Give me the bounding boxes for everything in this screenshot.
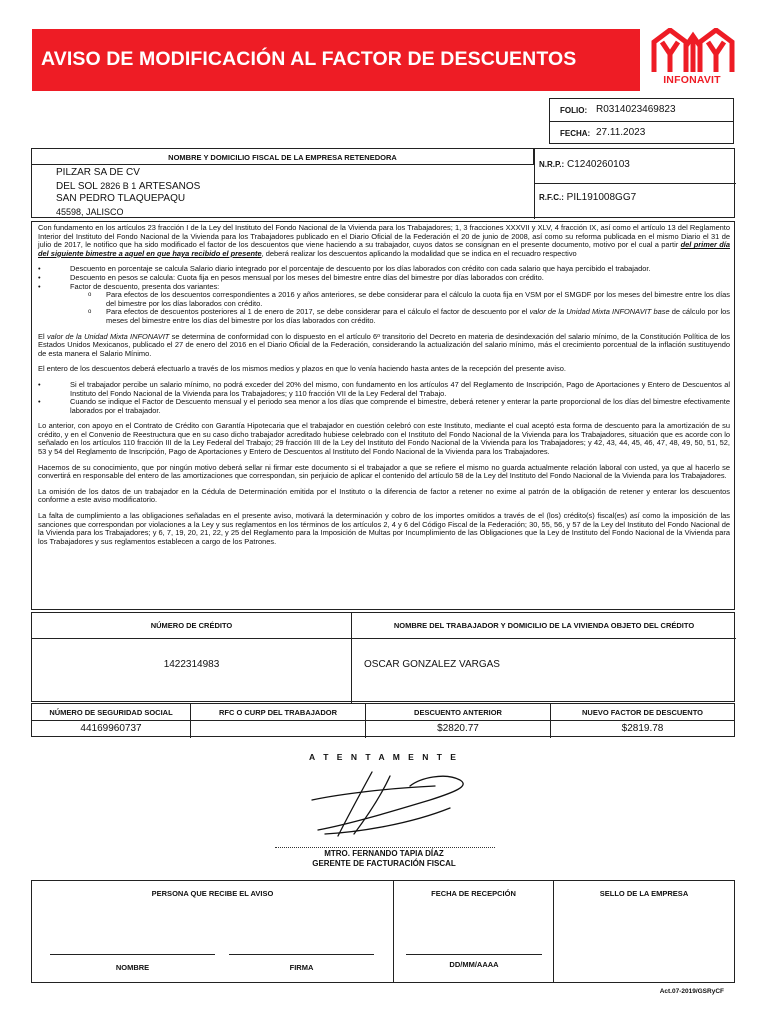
list-item: • Factor de descuento, presenta dos variantes: xyxy=(38,283,730,292)
folio-value: R0314023469823 xyxy=(596,104,676,115)
p2-part-c: se determina de conformidad con lo dispuesto en el artículo 6º transitorio del Decreto en materia de desindexación del salario mínimo, de la Constitución Política de los Estados Unidos Mexicanos, publicado el 27 de enero del 2016 en el Diario Oficial de la Federación, considerando la actualización del salario mínimo, más el crecimiento porcentual de la inflación sustituyendo de esta manera el Salario Mínimo. xyxy=(38,331,731,358)
company-seal-header: SELLO DE LA EMPRESA xyxy=(599,889,689,898)
paragraph-6: La omisión de los datos de un trabajador en la Cédula de Determinación emitida por el Instituto o la diferencia de factor a retener no exime al patrón de la obligación de retener y enterar los descuentos conforme a este aviso modificatorio. xyxy=(38,486,730,505)
worker-name-value: OSCAR GONZALEZ VARGAS xyxy=(364,659,500,670)
previous-discount-value: $2820.77 xyxy=(437,723,479,734)
firma-label: FIRMA xyxy=(289,963,314,972)
receipt-box xyxy=(31,880,735,983)
zip-code: 45598, xyxy=(56,206,87,217)
fecha-label: FECHA: xyxy=(560,129,591,138)
recipient-column xyxy=(32,881,394,982)
paragraph-7: La falta de cumplimiento a las obligaciones señaladas en el presente aviso, motivará la determinación y cobro de los importes omitidos a través de el (los) crédito(s) fiscal(es) así como la imposición de las sanciones que correspondan por violaciones a la Ley y sus reglamentos en los términos de los artículos 2, 4 y 6 del Código Fiscal de la Federación; 30, 55, 56, y 57 de la Ley del Instituto del Fondo Nacional de la Vivienda para los Trabajadores; y 6, 7, 19, 20, 21, 22, y 25 del Reglamento para la Imposición de Multas por Incumplimiento de las Obligaciones que la Ley de Instituto del Fondo Nacional de la Vivienda para los Trabajadores y sus reglamentos establecen a cargo de los Patrones. xyxy=(38,511,730,546)
recipient-header: PERSONA QUE RECIBE EL AVISO xyxy=(151,889,274,898)
state-name: JALISCO xyxy=(86,206,124,217)
rfc-curp-value xyxy=(191,721,365,738)
company-seal-column xyxy=(554,881,734,982)
p1-part-a: Con fundamento en los artículos 23 fracción I de la Ley del Instituto del Fondo Nacional de la Vivienda para los Trabajadores; 1, 3 fracciones XXXVII y XLV, 4 fracción IX, así como el artículo 13 del Reglamento Interior del Instituto del Fondo Nacional de la Vivienda para los Trabajadores publicado en el Diario Oficial de la Federación el 20 de junio de 2008, así como su reforma publicada en el mismo Diario el 31 de julio de 2017, le notifico que ha sido modificado el factor de los descuentos que viene haciendo a su trabajador, cuyos datos se consignan en el presente documento, motivo por el cual a partir xyxy=(38,223,730,250)
paragraph-5: Hacemos de su conocimiento, que por ningún motivo deberá sellar ni firmar este documento si el trabajador a que se refiere el mismo no guarda actualmente relación laboral con usted, ya que al hacerlo se convertirá en responsable del entero de las amortizaciones que correspondan, sin perjuicio de aplicar el contenido del artículo 58 de la Ley del Instituto del Fondo Nacional de la Vivienda para los Trabajadores. xyxy=(38,462,730,481)
reception-date-column xyxy=(394,881,554,982)
logo-text: INFONAVIT xyxy=(663,74,721,86)
company-address xyxy=(56,167,200,218)
li3b-part-2: valor de la Unidad Mixta INFONAVIT base xyxy=(529,307,670,317)
street-name: DEL SOL xyxy=(56,180,101,192)
sub-list-item: o Para efectos de los descuentos correspondientes a 2016 y años anteriores, se debe considerar para el cálculo la cuota fija en VSM por el SMGDF por los meses del bimestre entre los días del bimestre por los días laborados con crédito. xyxy=(38,291,730,308)
li3b-part-1: Para efectos de descuentos posteriores al 1 de enero de 2017, se debe considerar para el cálculo el factor de descuento por el xyxy=(106,307,530,317)
paragraph-4: Lo anterior, con apoyo en el Contrato de Crédito con Garantía Hipotecaria que el trabajador en cuestión celebró con este Instituto, mediante el cual aceptó esta forma de descuento para la amortización de su crédito, y en el Convenio de Reestructura que en su caso dicho trabajador acreditado hubiese celebrado con el Instituto del Fondo Nacional de la Vivienda para los Trabajadores, situación que es acorde con lo señalado en los artículos 110 fracción III de la Ley Federal del Trabajo; 29 fracción III de la Ley del Instituto del Fondo Nacional de la Vivienda para los Trabajadores; y 42, 43, 44, 45, 46, 47, 48, 49, 50, 51, 52, 53 y 54 del Reglamento de Inscripción, Pago de Aportaciones y Entero de Descuentos al Instituto del Fondo Nacional de la Vivienda para los Trabajadores. xyxy=(38,421,730,457)
document-title: AVISO DE MODIFICACIÓN AL FACTOR DE DESCUENTOS xyxy=(41,48,577,70)
atentamente-label: A T E N T A M E N T E xyxy=(309,752,459,762)
p1-emphasis: del primer día del siguiente bimestre a aquel en que haya recibido el presente xyxy=(38,240,730,258)
previous-discount-column xyxy=(366,704,551,738)
nss-column xyxy=(32,704,191,738)
rfc-cell xyxy=(534,184,736,219)
company-zip-state xyxy=(56,206,200,219)
signature-field-line[interactable] xyxy=(229,954,374,955)
worker-data-table xyxy=(31,703,735,737)
list-item: • Si el trabajador percibe un salario mínimo, no podrá exceder del 20% del mismo, con fundamento en los artículos 47 del Reglamento de Inscripción, Pago de Aportaciones y Entero de Descuentos al Instituto del Fondo Nacional de la Vivienda para los Trabajadores; y 110 fracción VII de la Ley Federal del Trabajo. xyxy=(38,381,730,398)
signer-name: MTRO. FERNANDO TAPIA DÍAZ xyxy=(324,849,444,858)
credit-number-value: 1422314983 xyxy=(32,639,352,703)
company-street xyxy=(56,180,200,194)
date-line[interactable] xyxy=(406,954,542,955)
fecha-row xyxy=(550,122,733,145)
date-format-label: DD/MM/AAAA xyxy=(449,960,499,969)
worker-name-header: NOMBRE DEL TRABAJADOR Y DOMICILIO DE LA VIVIENDA OBJETO DEL CRÉDITO xyxy=(352,613,736,639)
limits-list xyxy=(38,381,730,415)
reception-date-header: FECHA DE RECEPCIÓN xyxy=(431,889,516,898)
nrp-label: N.R.P.: xyxy=(539,160,565,169)
p1-part-c: , deberá realizar los descuentos aplicando la modalidad que se indica en el recuadro respectivo xyxy=(261,248,577,258)
sub-list-item xyxy=(38,308,730,325)
form-code: Act.07-2019/GSRyCF xyxy=(659,988,724,995)
folio-label: FOLIO: xyxy=(560,106,588,115)
rfc-curp-header: RFC O CURP DEL TRABAJADOR xyxy=(191,704,365,721)
previous-discount-header: DESCUENTO ANTERIOR xyxy=(366,704,550,721)
nss-value: 44169960737 xyxy=(80,723,142,734)
new-factor-column xyxy=(551,704,734,738)
nss-header: NÚMERO DE SEGURIDAD SOCIAL xyxy=(32,704,190,721)
li3b-part-3: de cálculo por los meses del bimestre entre los días del bimestre por los días laborados con crédito. xyxy=(106,307,730,325)
fecha-value: 27.11.2023 xyxy=(596,127,646,138)
list-item: • Descuento en pesos se calcula: Cuota fija en pesos mensual por los meses del bimestre entre días del bimestre por días laborados con crédito. xyxy=(38,274,730,283)
paragraph-1 xyxy=(38,224,730,258)
nrp-cell xyxy=(534,149,736,184)
credit-box xyxy=(31,612,735,702)
nrp-value: C1240260103 xyxy=(566,159,630,170)
rfc-curp-column xyxy=(191,704,366,738)
signer-title: GERENTE DE FACTURACIÓN FISCAL xyxy=(312,859,456,868)
new-factor-value: $2819.78 xyxy=(621,723,664,734)
company-city: SAN PEDRO TLAQUEPAQU xyxy=(56,193,186,204)
nombre-label: NOMBRE xyxy=(115,963,150,972)
name-line[interactable] xyxy=(50,954,215,955)
signature-line xyxy=(275,847,495,848)
street-number: 2826 B 1 xyxy=(100,180,139,191)
folio-box xyxy=(549,98,734,144)
list-item: • Cuando se indique el Factor de Descuento mensual y el periodo sea menor a los días que comprende el bimestre, deberá retener y enterar la parte proporcional de los días del bimestre efectivamente laborados por el trabajador. xyxy=(38,398,730,415)
company-box xyxy=(31,148,735,218)
company-name: PILZAR SA DE CV xyxy=(56,167,140,178)
list-item: • Descuento en porcentaje se calcula Salario diario integrado por el porcentaje de descuento por los días laborados con crédito con cada salario que haya percibido el trabajador. xyxy=(38,265,730,274)
calculation-list xyxy=(38,265,730,325)
folio-row xyxy=(550,99,733,122)
rfc-value: PIL191008GG7 xyxy=(566,192,637,203)
paragraph-3: El entero de los descuentos deberá efectuarlo a través de los mismos medios y plazos en que lo venía haciendo hasta antes de la recepción del presente aviso. xyxy=(38,364,566,374)
street-colony: ARTESANOS xyxy=(138,180,201,192)
paragraph-2 xyxy=(38,333,730,359)
body-text xyxy=(38,224,730,553)
p2-part-a: El xyxy=(38,331,47,341)
credit-number-header: NÚMERO DE CRÉDITO xyxy=(32,613,352,639)
p2-part-b: valor de la Unidad Mixta INFONAVIT xyxy=(46,331,170,341)
rfc-label: R.F.C.: xyxy=(539,193,564,202)
new-factor-header: NUEVO FACTOR DE DESCUENTO xyxy=(551,704,734,721)
handwritten-signature xyxy=(300,764,480,844)
company-section-title: NOMBRE Y DOMICILIO FISCAL DE LA EMPRESA RETENEDORA xyxy=(32,149,534,165)
